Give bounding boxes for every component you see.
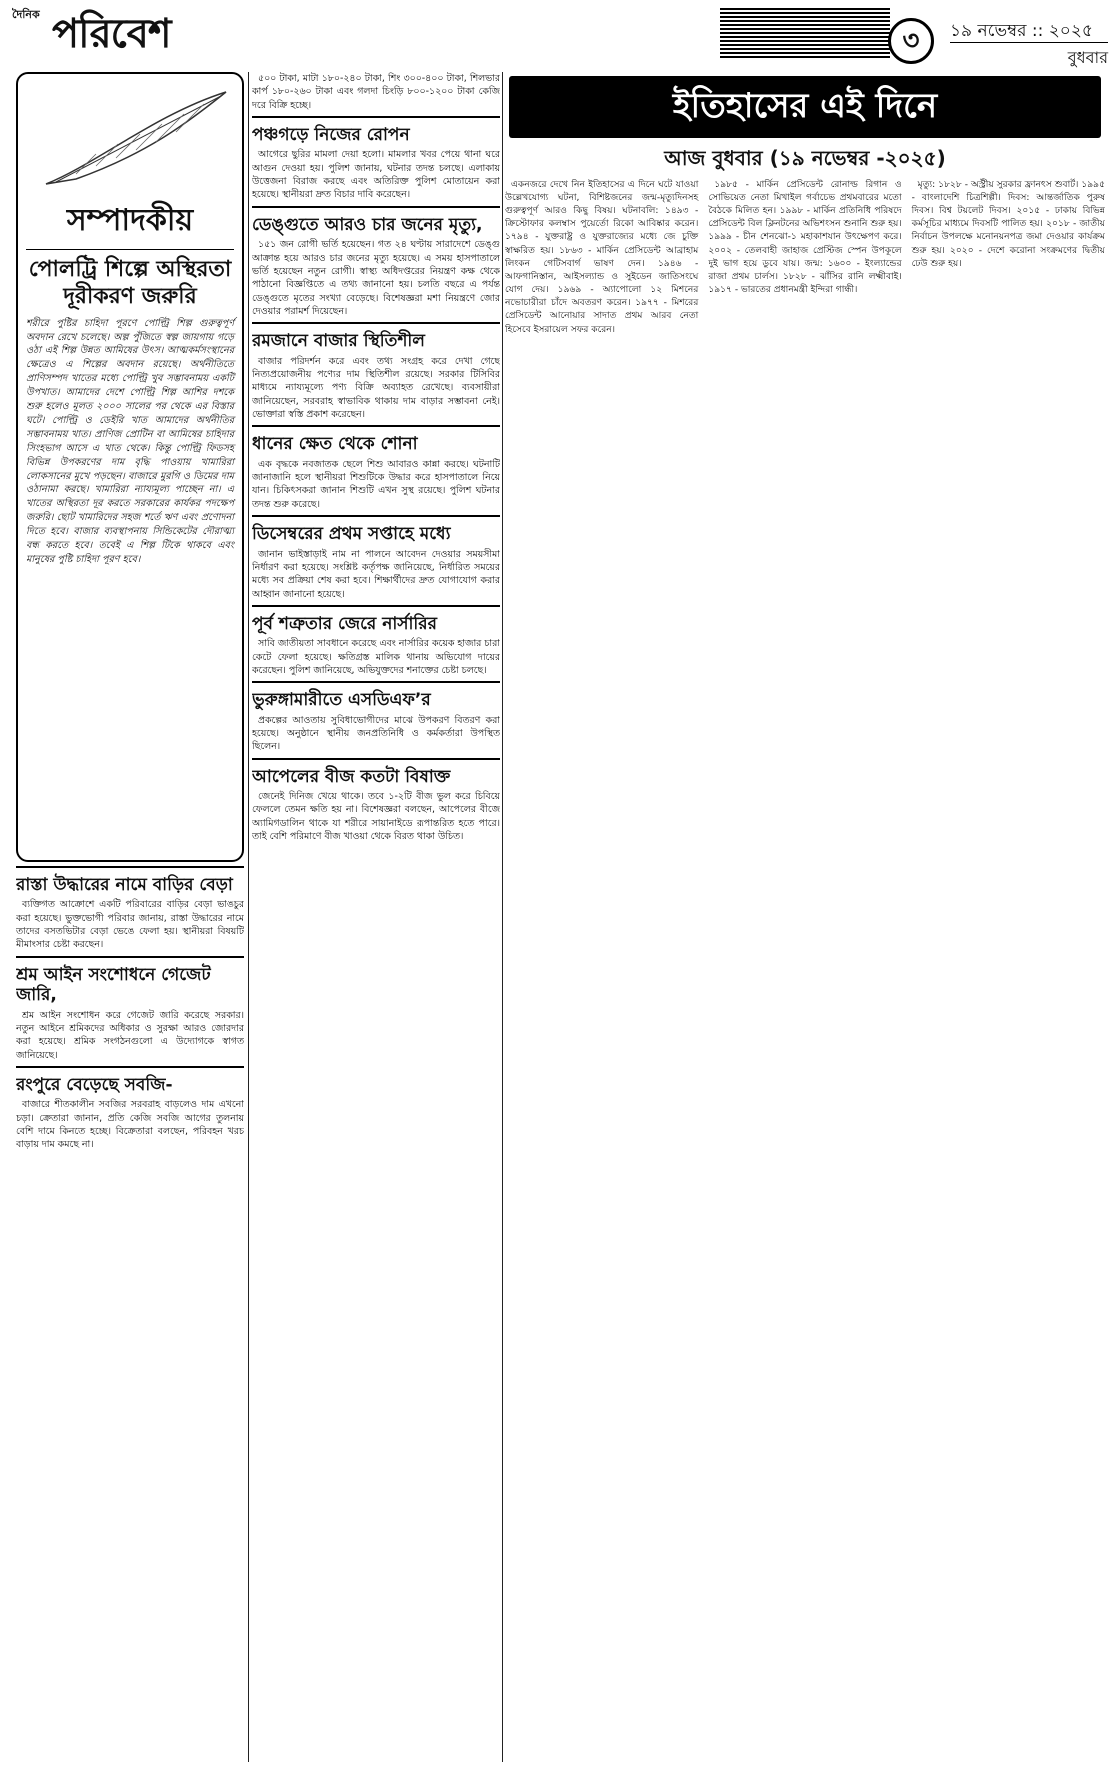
- article-title[interactable]: ভুরুঙ্গামারীতে এসডিএফ’র: [252, 690, 431, 711]
- article-body: ব্যক্তিগত আক্রোশে একটি পরিবারের বাড়ির বেড়া ভাঙচুর করা হয়েছে। ভুক্তভোগী পরিবার জানায়, রাস্তা উদ্ধারের নামে তাদের বসতভিটার বেড়া ভেঙে ফেলা হয়। স্থানীয়রা বিষয়টি মীমাংসার চেষ্টা করছেন।: [16, 899, 244, 951]
- article-body: প্রকল্পের আওতায় সুবিধাভোগীদের মাঝে উপকরণ বিতরণ করা হয়েছে। অনুষ্ঠানে স্থানীয় জনপ্রতিনিধি ও কর্মকর্তারা উপস্থিত ছিলেন।: [252, 714, 500, 753]
- article-body: জানান ভাইস্তাড়াই নাম না পালনে আবেদন দেওয়ার সময়সীমা নির্ধারণ করা হয়েছে। সংশ্লিষ্ট কর্তৃপক্ষ জানিয়েছে, নির্ধারিত সময়ের মধ্যে সব প্রক্রিয়া শেষ করা হবে। শিক্ষার্থীদের দ্রুত যোগাযোগ করার আহ্বান জানানো হয়েছে।: [252, 548, 500, 600]
- history-text: ১৯৮৫ - মার্কিন প্রেসিডেন্ট রোনাল্ড রিগান ও সোভিয়েত নেতা মিখাইল গর্বাচেভ প্রথমবারের মতো বৈঠকে মিলিত হন। ১৯৯৮ - মার্কিন প্রতিনিধি পরিষদে প্রেসিডেন্ট বিল ক্লিনটনের অভিশংসন শুনানি শুরু হয়। ১৯৯৯ - চীন শেনঝো-১ মহাকাশযান উৎক্ষেপণ করে। ২০০২ - তেলবাহী জাহাজ প্রেস্টিজ স্পেন উপকূলে দুই ভাগ হয়ে ডুবে যায়। জন্ম: ১৬০০ - ইংল্যান্ডের রাজা প্রথম চার্লস। ১৮২৮ - ঝাঁসির রানি লক্ষ্মীবাই। ১৯১৭ - ভারতের প্রধানমন্ত্রী ইন্দিরা গান্ধী।: [708, 179, 902, 296]
- editorial-box: [16, 72, 244, 862]
- editorial-body: শরীরে পুষ্টির চাহিদা পূরণে পোল্ট্রি শিল্প গুরুত্বপূর্ণ অবদান রেখে চলেছে। অল্প পুঁজিতে স্বল্প জায়গায় গড়ে ওঠা এই শিল্প উন্নত আমিষের উৎস। আত্মকর্মসংস্থানের ক্ষেত্রেও এ শিল্পের অবদান রয়েছে। অর্থনীতিতে প্রাণিসম্পদ খাতের মধ্যে পোল্ট্রি খুব সম্ভাবনাময় একটি উপখাত। আমাদের দেশে পোল্ট্রি শিল্প আশির দশকে শুরু হলেও মূলত ২০০০ সালের পর থেকে এর বিস্তার ঘটে। পোল্ট্রি ও ডেইরি খাত আমাদের অর্থনীতির সম্ভাবনাময় খাত। প্রাণিজ প্রোটিন বা আমিষের চাহিদার সিংহভাগ আসে এ খাত থেকে। কিন্তু পোল্ট্রি ফিডসহ বিভিন্ন উপকরণের দাম বৃদ্ধি পাওয়ায় খামারিরা লোকসানের মুখে পড়ছেন। বাজারে মুরগি ও ডিমের দাম ওঠানামা করছে। খামারিরা ন্যায্যমূল্য পাচ্ছেন না। এ খাতের অস্থিরতা দূর করতে সরকারের কার্যকর পদক্ষেপ জরুরি। ছোট খামারিদের সহজ শর্তে ঋণ এবং প্রণোদনা দিতে হবে। বাজার ব্যবস্থাপনায় সিন্ডিকেটের দৌরাত্ম্য বন্ধ করতে হবে। তবেই এ শিল্প টিকে থাকবে এবং মানুষের পুষ্টি চাহিদা পূরণ হবে।: [26, 317, 234, 565]
- decorative-stripes: [720, 8, 890, 60]
- article-title[interactable]: পূর্ব শত্রুতার জেরে নার্সারির: [252, 613, 437, 634]
- article-body: সাবি জাতীয়তা সাবধানে করেছে এবং নার্সারির কয়েক হাজার চারা কেটে ফেলা হয়েছে। ক্ষতিগ্রস্ত মালিক থানায় অভিযোগ দায়ের করেছেন। পুলিশ জানিয়েছে, অভিযুক্তদের শনাক্তের চেষ্টা চলছে।: [252, 638, 500, 676]
- history-column-c: [912, 179, 1105, 338]
- newspaper-logo[interactable]: [12, 6, 202, 62]
- history-section: [505, 72, 1105, 1762]
- article-body: শ্রম আইন সংশোধন করে গেজেট জারি করেছে সরকার। নতুন আইনে শ্রমিকদের অধিকার ও সুরক্ষা আরও জোরদার করা হয়েছে। শ্রমিক সংগঠনগুলো এ উদ্যোগকে স্বাগত জানিয়েছে।: [16, 1009, 244, 1061]
- article-body: আগেরে ছুরির মামলা দেয়া হলো। মামলার খবর পেয়ে থানা ঘরে আগুন দেওয়া হয়। পুলিশ জানায়, ঘটনার তদন্ত চলছে। এলাকায় উত্তেজনা বিরাজ করছে এবং অতিরিক্ত পুলিশ মোতায়েন করা হয়েছে। স্থানীয়রা দ্রুত বিচার দাবি করেছেন।: [252, 149, 500, 201]
- logo-title: পরিবেশ: [52, 10, 171, 57]
- history-column-a: [505, 179, 698, 338]
- column-left: [16, 72, 244, 1762]
- column-divider: [248, 72, 249, 1762]
- history-column-b: [708, 179, 901, 338]
- column-middle: [252, 72, 500, 1762]
- article-body: ১৫১ জন রোগী ভর্তি হয়েছেন। গত ২৪ ঘণ্টায় সারাদেশে ডেঙ্গু আক্রান্ত হয়ে আরও চার জনের মৃত্যু হয়েছে। এ সময় হাসপাতালে ভর্তি হয়েছেন নতুন রোগী। স্বাস্থ্য অধিদপ্তরের নিয়ন্ত্রণ কক্ষ থেকে পাঠানো বিজ্ঞপ্তিতে এ তথ্য জানানো হয়। চলতি বছরে এ পর্যন্ত ডেঙ্গুতে মৃতের সংখ্যা বেড়েছে। বিশেষজ্ঞরা মশা নিয়ন্ত্রণে জোর দেওয়ার পরামর্শ দিয়েছেন।: [252, 239, 500, 317]
- article-title[interactable]: পঞ্চগড়ে নিজের রোপন: [252, 125, 410, 146]
- article-title[interactable]: রংপুরে বেড়েছে সবজি-: [16, 1074, 173, 1095]
- history-subtitle: আজ বুধবার (১৯ নভেম্বর -২০২৫): [664, 146, 946, 171]
- feather-quill-icon: [26, 80, 234, 200]
- history-text: মৃত্যু: ১৮২৮ - অস্ট্রীয় সুরকার ফ্রানৎস শুবার্ট। ১৯৯৫ - বাংলাদেশি চিত্রশিল্পী। দিবস: আন্তর্জাতিক পুরুষ দিবস। বিশ্ব টয়লেট দিবস। ২০১৫ - ঢাকায় বিভিন্ন কর্মসূচির মাধ্যমে দিবসটি পালিত হয়। ২০১৮ - জাতীয় নির্বাচন উপলক্ষে মনোনয়নপত্র জমা দেওয়ার কার্যক্রম শুরু হয়। ২০২০ - দেশে করোনা সংক্রমণের দ্বিতীয় ঢেউ শুরু হয়।: [911, 179, 1105, 269]
- issue-date: ১৯ নভেম্বর :: ২০২৫: [950, 21, 1093, 41]
- article-body: জেনেই দিনিজ খেয়ে থাকে। তবে ১-২টি বীজ ভুল করে চিবিয়ে ফেললে তেমন ক্ষতি হয় না। বিশেষজ্ঞরা বলছেন, আপেলের বীজে অ্যামিগডালিন থাকে যা শরীরে সায়ানাইডে রূপান্তরিত হতে পারে। তাই বেশি পরিমাণে বীজ খাওয়া থেকে বিরত থাকা উচিত।: [252, 791, 500, 843]
- history-columns: [505, 179, 1105, 338]
- article-body: বাজার পরিদর্শন করে এবং তথ্য সংগ্রহ করে দেখা গেছে নিত্যপ্রয়োজনীয় পণ্যের দাম স্থিতিশীল রয়েছে। সরকার টিসিবির মাধ্যমে ন্যায্যমূল্যে পণ্য বিক্রি অব্যাহত রেখেছে। ব্যবসায়ীরা জানিয়েছেন, সরবরাহ স্বাভাবিক থাকায় দাম বাড়ার সম্ভাবনা নেই। ভোক্তারা স্বস্তি প্রকাশ করেছেন।: [252, 355, 500, 421]
- page-number: ৩: [888, 18, 934, 64]
- article-title[interactable]: শ্রম আইন সংশোধনে গেজেট জারি,: [16, 964, 211, 1006]
- article-title[interactable]: ধানের ক্ষেত থেকে শোনা: [252, 434, 418, 455]
- logo-prefix: দৈনিক: [12, 8, 40, 21]
- article-title[interactable]: রাস্তা উদ্ধারের নামে বাড়ির বেড়া: [16, 875, 233, 895]
- article-title[interactable]: রমজানে বাজার স্থিতিশীল: [252, 331, 425, 352]
- article-title[interactable]: আপেলের বীজ কতটা বিষাক্ত: [252, 766, 451, 787]
- article-continuation: ৫০০ টাকা, মাটা ১৮০-২৪০ টাকা, শিং ৩০০-৪০০ টাকা, শিলভার কার্প ১৮০-২৬০ টাকা এবং গলদা চিংড়ি ৮০০-১২০০ টাকা কেজি দরে বিক্রি হচ্ছে।: [252, 73, 500, 111]
- article-title[interactable]: ডেঙ্গুতে আরও চার জনের মৃত্যু,: [252, 214, 483, 235]
- article-body: এক বৃদ্ধকে নবজাতক ছেলে শিশু আবারও কান্না করছে। ঘটনাটি জানাজানি হলে স্থানীয়রা শিশুটিকে উদ্ধার করে হাসপাতালে নিয়ে যান। চিকিৎসকরা জানান শিশুটি এখন সুস্থ রয়েছে। পুলিশ ঘটনার তদন্ত শুরু করেছে।: [252, 458, 500, 510]
- editorial-label: সম্পাদকীয়: [26, 200, 234, 250]
- column-divider: [502, 72, 503, 1762]
- history-text: একনজরে দেখে নিন ইতিহাসের এ দিনে ঘটে যাওয়া উল্লেখযোগ্য ঘটনা, বিশিষ্টজনের জন্ম-মৃত্যুদিনসহ গুরুত্বপূর্ণ আরও কিছু বিষয়। ঘটনাবলি: ১৪৯৩ - ক্রিস্টোফার কলম্বাস পুয়ের্তো রিকো আবিষ্কার করেন। ১৭৯৪ - যুক্তরাষ্ট্র ও যুক্তরাজ্যের মধ্যে জে চুক্তি স্বাক্ষরিত হয়। ১৮৬৩ - মার্কিন প্রেসিডেন্ট আব্রাহাম লিংকন গেটিসবার্গ ভাষণ দেন। ১৯৪৬ - আফগানিস্তান, আইসল্যান্ড ও সুইডেন জাতিসংঘে যোগ দেয়। ১৯৬৯ - অ্যাপোলো ১২ মিশনের নভোচারীরা চাঁদে অবতরণ করেন। ১৯৭৭ - মিশরের প্রেসিডেন্ট আনোয়ার সাদাত প্রথম আরব নেতা হিসেবে ইসরায়েল সফর করেন।: [505, 179, 699, 335]
- article-title[interactable]: ডিসেম্বরের প্রথম সপ্তাহে মধ্যে: [252, 524, 451, 545]
- editorial-headline[interactable]: পোলট্রি শিল্পে অস্থিরতা দূরীকরণ জরুরি: [28, 256, 232, 310]
- article-body: বাজারে শীতকালীন সবজির সরবরাহ বাড়লেও দাম এখনো চড়া। ক্রেতারা জানান, প্রতি কেজি সবজি আগের তুলনায় বেশি দামে কিনতে হচ্ছে। বিক্রেতারা বলছেন, পরিবহন খরচ বাড়ায় দাম কমছে না।: [16, 1099, 244, 1151]
- masthead: [0, 0, 1117, 70]
- issue-day: বুধবার: [950, 42, 1108, 72]
- history-banner[interactable]: ইতিহাসের এই দিনে: [509, 76, 1101, 138]
